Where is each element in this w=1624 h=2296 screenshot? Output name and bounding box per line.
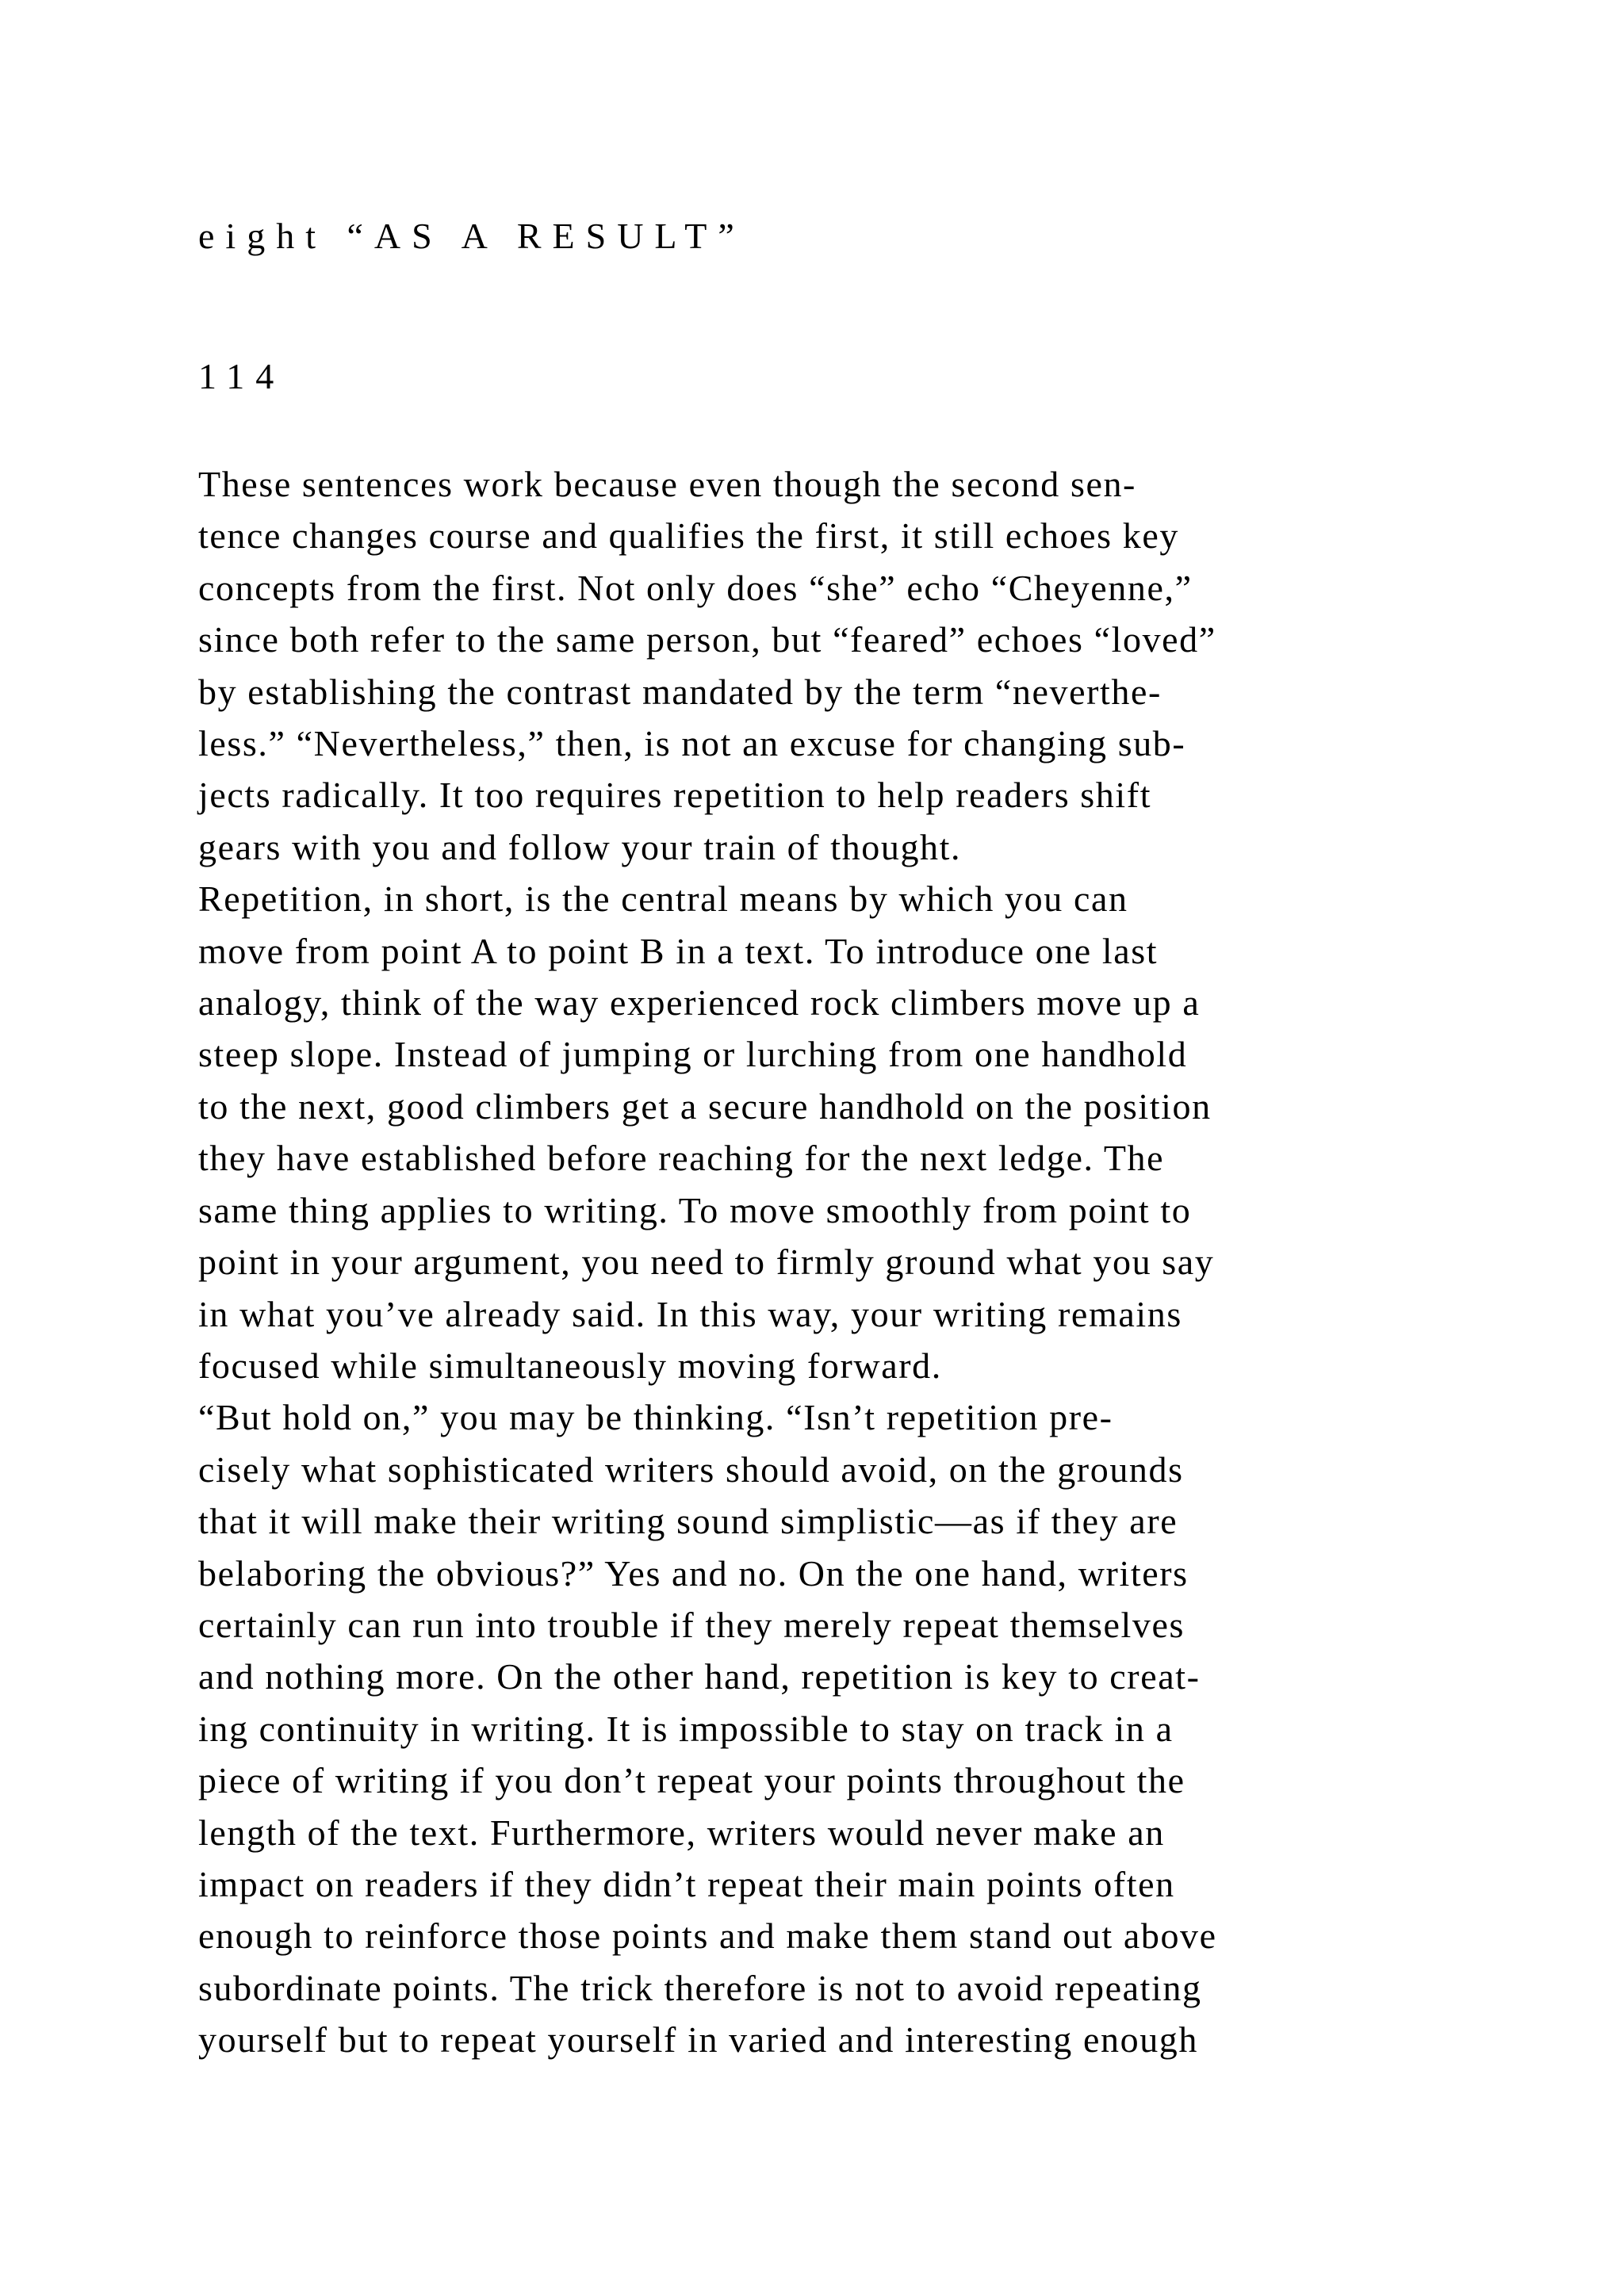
- text-line: and nothing more. On the other hand, repetition is key to creat-: [198, 1656, 1201, 1697]
- text-line: “But hold on,” you may be thinking. “Isn’t repetition pre-: [198, 1397, 1113, 1438]
- text-line: enough to reinforce those points and make them stand out above: [198, 1915, 1217, 1957]
- text-line: These sentences work because even though the second sen-: [198, 464, 1136, 504]
- text-line: tence changes course and qualifies the first, it still echoes key: [198, 515, 1179, 557]
- text-line: to the next, good climbers get a secure handhold on the position: [198, 1085, 1212, 1127]
- text-line: concepts from the first. Not only does “she” echo “Cheyenne,”: [198, 567, 1193, 608]
- text-line: gears with you and follow your train of thought.: [198, 826, 962, 867]
- text-line: they have established before reaching for the next ledge. The: [198, 1138, 1165, 1179]
- text-line: yourself but to repeat yourself in varied and interesting enough: [198, 2019, 1199, 2061]
- text-line: cisely what sophisticated writers should avoid, on the grounds: [198, 1448, 1184, 1490]
- page-number: 114: [198, 356, 285, 396]
- text-line: piece of writing if you don’t repeat your points throughout the: [198, 1760, 1185, 1801]
- body-text: [198, 458, 1435, 2066]
- text-line: focused while simultaneously moving forward.: [198, 1345, 942, 1386]
- text-line: in what you’ve already said. In this way, your writing remains: [198, 1293, 1182, 1334]
- text-line: that it will make their writing sound simplistic—as if they are: [198, 1501, 1178, 1542]
- text-line: belaboring the obvious?” Yes and no. On the one hand, writers: [198, 1552, 1189, 1594]
- text-line: since both refer to the same person, but “feared” echoes “loved”: [198, 619, 1216, 660]
- text-line: jects radically. It too requires repetition to help readers shift: [198, 775, 1152, 816]
- text-line: steep slope. Instead of jumping or lurching from one handhold: [198, 1034, 1188, 1075]
- text-line: move from point A to point B in a text. To introduce one last: [198, 930, 1159, 971]
- text-line: impact on readers if they didn’t repeat their main points often: [198, 1863, 1175, 1904]
- text-line: ing continuity in writing. It is impossible to stay on track in a: [198, 1708, 1174, 1749]
- text-line: Repetition, in short, is the central means by which you can: [198, 878, 1128, 920]
- text-line: same thing applies to writing. To move smoothly from point to: [198, 1189, 1192, 1230]
- text-line: point in your argument, you need to firmly ground what you say: [198, 1242, 1215, 1283]
- text-line: length of the text. Furthermore, writers would never make an: [198, 1812, 1165, 1853]
- text-line: certainly can run into trouble if they merely repeat themselves: [198, 1604, 1185, 1645]
- running-head: eight “AS A RESULT”: [198, 216, 745, 256]
- text-line: analogy, think of the way experienced rock climbers move up a: [198, 982, 1201, 1024]
- text-line: subordinate points. The trick therefore is not to avoid repeating: [198, 1967, 1202, 2008]
- text-line: less.” “Nevertheless,” then, is not an excuse for changing sub-: [198, 723, 1186, 764]
- text-line: by establishing the contrast mandated by the term “neverthe-: [198, 671, 1162, 712]
